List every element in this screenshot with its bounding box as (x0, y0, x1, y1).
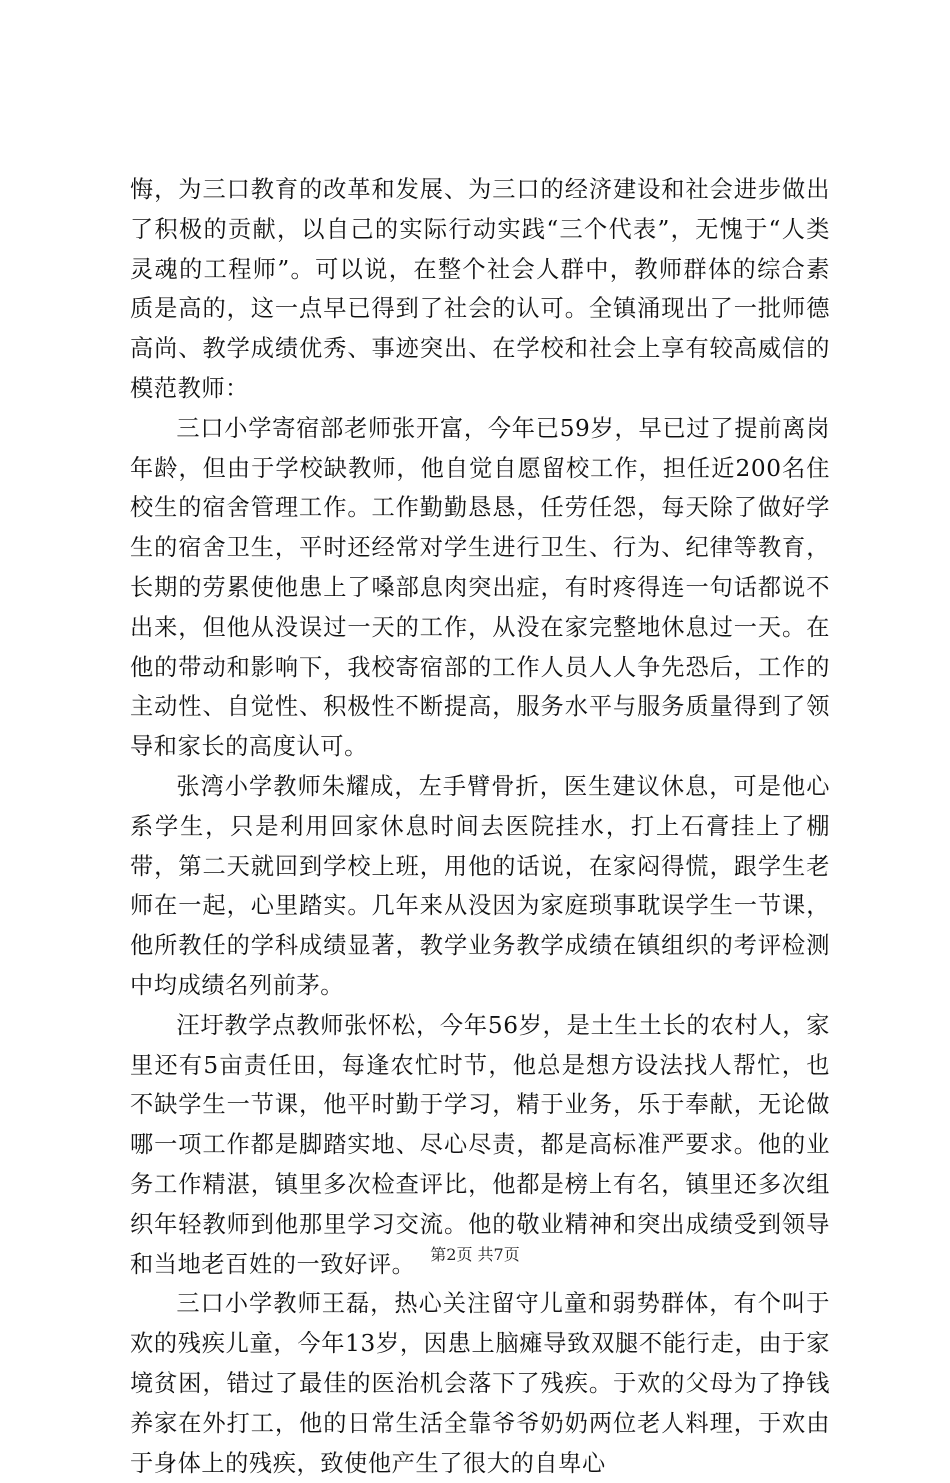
paragraph-zhang-kaifu: 三口小学寄宿部老师张开富，今年已59岁，早已过了提前离岗年龄，但由于学校缺教师，他自觉自愿留校工作，担任近200名住校生的宿舍管理工作。工作勤勤恳恳，任劳任怨，每天除了做好学生的宿舍卫生，平时还经常对学生进行卫生、行为、纪律等教育，长期的劳累使他患上了嗓部息肉突出症，有时疼得连一句话都说不出来，但他从没误过一天的工作，从没在家完整地休息过一天。在他的带动和影响下，我校寄宿部的工作人员人人争先恐后，工作的主动性、自觉性、积极性不断提高，服务水平与服务质量得到了领导和家长的高度认可。 (130, 414, 830, 761)
document-body (130, 170, 830, 1483)
paragraph-zhang-huaisong: 汪圩教学点教师张怀松，今年56岁，是土生土长的农村人，家里还有5亩责任田，每逢农忙时节，他总是想方设法找人帮忙，也不缺学生一节课，他平时勤于学习，精于业务，乐于奉献，无论做哪一项工作都是脚踏实地、尽心尽责，都是高标准严要求。他的业务工作精湛，镇里多次检查评比，他都是榜上有名，镇里还多次组织年轻教师到他那里学习交流。他的敬业精神和突出成绩受到领导和当地老百姓的一致好评。 (130, 1011, 830, 1278)
paragraph-wang-lei: 三口小学教师王磊，热心关注留守儿童和弱势群体，有个叫于欢的残疾儿童，今年13岁，因患上脑瘫导致双腿不能行走，由于家境贫困，错过了最佳的医治机会落下了残疾。于欢的父母为了挣钱养家在外打工，他的日常生活全靠爷爷奶奶两位老人料理，于欢由于身体上的残疾，致使他产生了很大的自卑心 (130, 1290, 830, 1477)
paragraph-zhu-yaocheng: 张湾小学教师朱耀成，左手臂骨折，医生建议休息，可是他心系学生，只是利用回家休息时间去医院挂水，打上石膏挂上了棚带，第二天就回到学校上班，用他的话说，在家闷得慌，跟学生老师在一起，心里踏实。几年来从没因为家庭琐事耽误学生一节课，他所教任的学科成绩显著，教学业务教学成绩在镇组织的考评检测中均成绩名列前茅。 (130, 772, 830, 999)
paragraph-continuation: 悔，为三口教育的改革和发展、为三口的经济建设和社会进步做出了积极的贡献，以自己的实际行动实践“三个代表”，无愧于“人类灵魂的工程师”。可以说，在整个社会人群中，教师群体的综合素质是高的，这一点早已得到了社会的认可。全镇涌现出了一批师德高尚、教学成绩优秀、事迹突出、在学校和社会上享有较高威信的模范教师： (130, 176, 830, 402)
page-number-footer: 第2页 共7页 (430, 1245, 520, 1264)
